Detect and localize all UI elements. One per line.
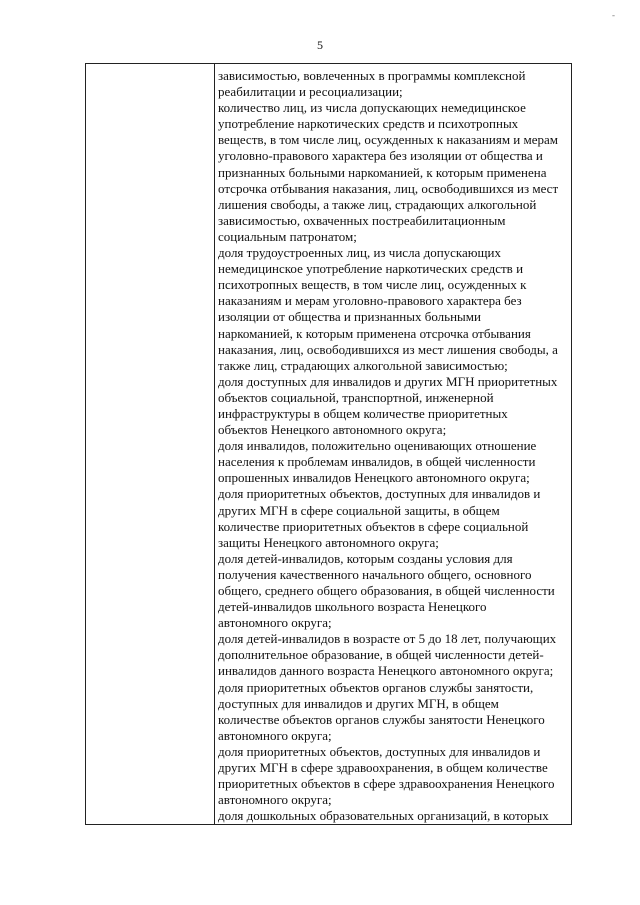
text-line: психотропных веществ, в том числе лиц, осужденных к bbox=[218, 277, 527, 293]
text-line: доля детей-инвалидов в возрасте от 5 до 18 лет, получающих bbox=[218, 631, 557, 647]
page-number: 5 bbox=[317, 38, 323, 52]
text-line: получения качественного начального общего, основного bbox=[218, 566, 532, 582]
text-line: зависимостью, охваченных постреабилитационным bbox=[218, 212, 506, 228]
text-line: социальным патронатом; bbox=[218, 228, 357, 244]
text-line: детей-инвалидов школьного возраста Ненецкого bbox=[218, 599, 487, 615]
table-row bbox=[86, 64, 572, 825]
text-line: лишения свободы, а также лиц, страдающих алкогольной bbox=[218, 196, 537, 212]
scan-mark: - bbox=[612, 10, 615, 20]
text-line: опрошенных инвалидов Ненецкого автономного округа; bbox=[218, 470, 530, 486]
text-line: изоляции от общества и признанных больными bbox=[218, 309, 481, 325]
text-line: наказания, лиц, освободившихся из мест лишения свободы, а bbox=[218, 341, 558, 357]
text-line: веществ, в том числе лиц, осужденных к наказаниям и мерам bbox=[218, 132, 558, 148]
indicators-table bbox=[85, 63, 572, 825]
text-line: инфраструктуры в общем количестве приоритетных bbox=[218, 405, 508, 421]
text-line: признанных больными наркоманией, к которым применена bbox=[218, 164, 547, 180]
text-line: употребление наркотических средств и психотропных bbox=[218, 116, 519, 132]
text-line: уголовно-правового характера без изоляции от общества и bbox=[218, 148, 543, 164]
text-line: доля приоритетных объектов органов службы занятости, bbox=[218, 679, 534, 695]
text-line: наказаниям и мерам уголовно-правового характера без bbox=[218, 293, 522, 309]
text-line: реабилитации и ресоциализации; bbox=[218, 84, 403, 100]
table-cell-right bbox=[215, 64, 572, 825]
text-line: также лиц, страдающих алкогольной зависимостью; bbox=[218, 357, 508, 373]
text-line: дополнительное образование, в общей численности детей- bbox=[218, 647, 544, 663]
text-line: доля детей-инвалидов, которым созданы условия для bbox=[218, 550, 513, 566]
text-line: инвалидов данного возраста Ненецкого автономного округа; bbox=[218, 663, 554, 679]
text-line: доля трудоустроенных лиц, из числа допускающих bbox=[218, 245, 501, 261]
indicator-text bbox=[218, 68, 568, 824]
text-line: автономного округа; bbox=[218, 615, 332, 631]
text-line: общего, среднего общего образования, в общей численности bbox=[218, 583, 555, 598]
text-line: приоритетных объектов в сфере здравоохранения Ненецкого bbox=[218, 776, 555, 792]
text-line: немедицинское употребление наркотических средств и bbox=[218, 261, 524, 277]
text-line: доля дошкольных образовательных организаций, в которых bbox=[218, 808, 549, 824]
text-line: доля инвалидов, положительно оценивающих отношение bbox=[218, 438, 537, 454]
table-cell-left bbox=[86, 64, 215, 825]
text-line: наркоманией, к которым применена отсрочка отбывания bbox=[218, 325, 531, 341]
text-line: защиты Ненецкого автономного округа; bbox=[218, 534, 439, 550]
text-line: доля приоритетных объектов, доступных для инвалидов и bbox=[218, 743, 541, 759]
text-line: отсрочка отбывания наказания, лиц, освободившихся из мест bbox=[218, 180, 559, 196]
text-line: количестве приоритетных объектов в сфере социальной bbox=[218, 518, 529, 534]
text-line: количестве объектов органов службы занятости Ненецкого bbox=[218, 711, 545, 727]
text-line: количество лиц, из числа допускающих немедицинское bbox=[218, 100, 526, 116]
text-line: объектов Ненецкого автономного округа; bbox=[218, 422, 447, 438]
text-line: других МГН в сфере здравоохранения, в общем количестве bbox=[218, 760, 548, 776]
text-line: автономного округа; bbox=[218, 792, 332, 808]
text-line: населения к проблемам инвалидов, в общей численности bbox=[218, 454, 536, 470]
text-line: зависимостью, вовлеченных в программы комплексной bbox=[218, 68, 526, 83]
text-line: доля доступных для инвалидов и других МГН приоритетных bbox=[218, 373, 558, 389]
text-line: доля приоритетных объектов, доступных для инвалидов и bbox=[218, 486, 541, 502]
text-line: автономного округа; bbox=[218, 727, 332, 743]
text-line: объектов социальной, транспортной, инженерной bbox=[218, 389, 494, 405]
text-line: доступных для инвалидов и других МГН, в общем bbox=[218, 695, 499, 711]
text-line: других МГН в сфере социальной защиты, в общем bbox=[218, 502, 500, 518]
